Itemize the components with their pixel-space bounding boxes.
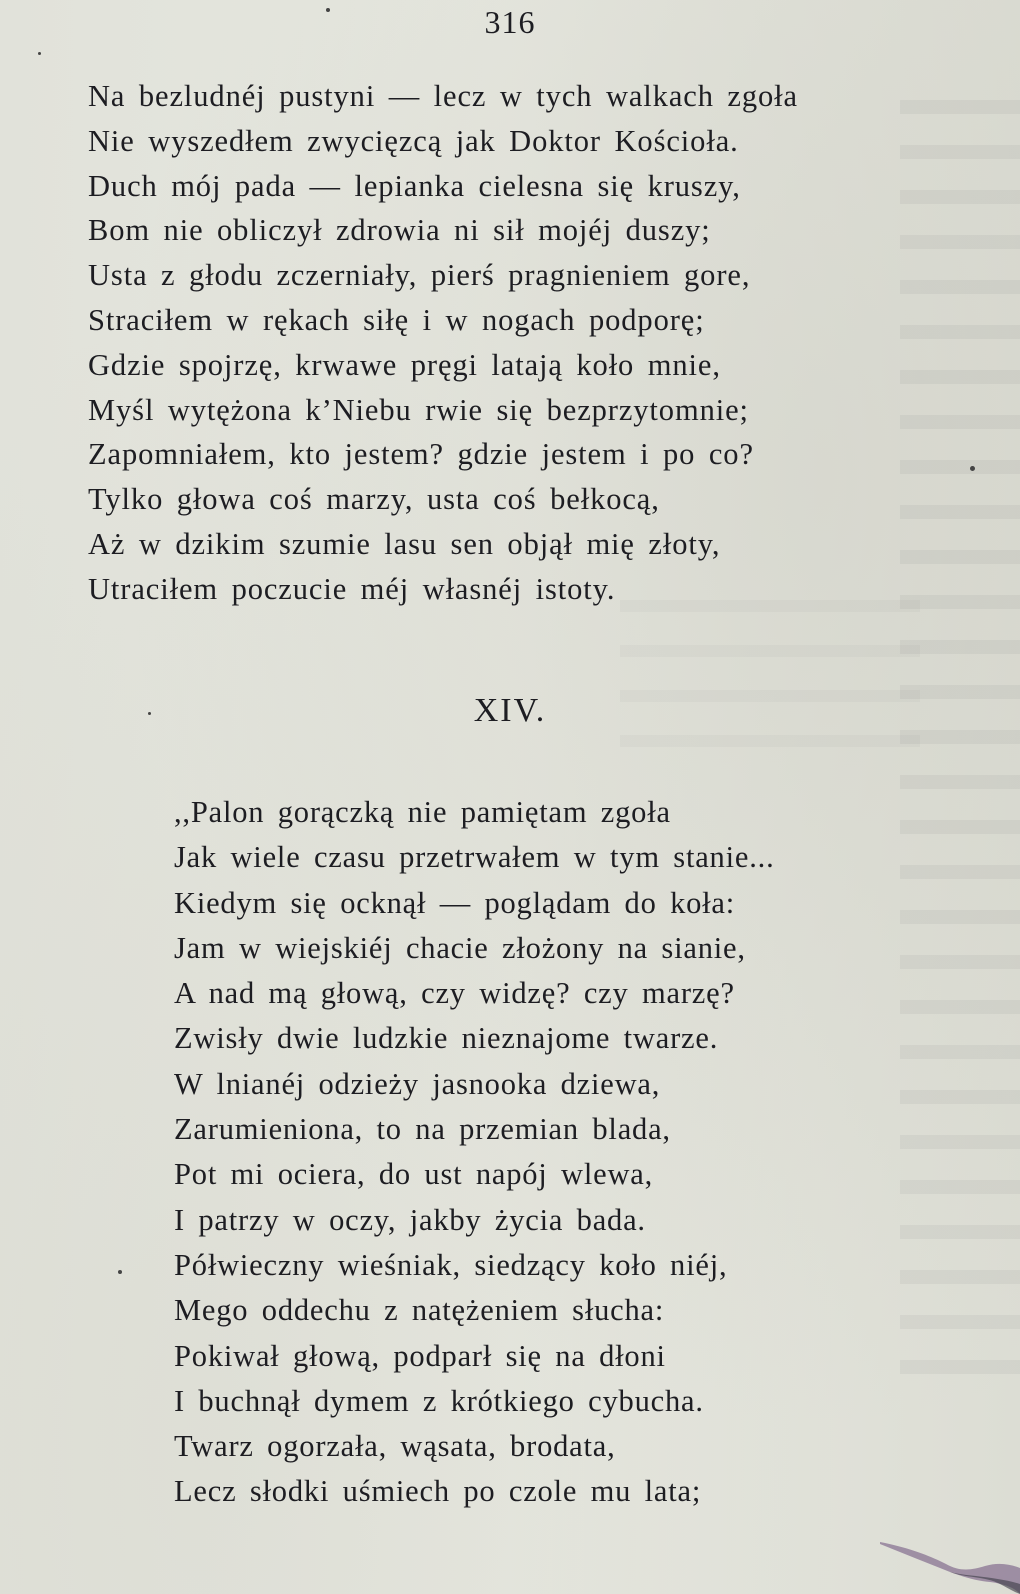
verse-line: Pot mi ociera, do ust napój wlewa, <box>174 1157 654 1192</box>
verse-line: Twarz ogorzała, wąsata, brodata, <box>174 1429 616 1464</box>
paper-speck <box>38 52 41 55</box>
verse-line: Pokiwał głową, podparł się na dłoni <box>174 1338 666 1373</box>
bleed-through-text <box>620 600 920 780</box>
verse-line: Bom nie obliczył zdrowia ni sił mojéj duszy; <box>88 213 711 248</box>
verse-line: Nie wyszedłem zwycięzcą jak Doktor Kościoła. <box>88 123 739 158</box>
verse-line: Jak wiele czasu przetrwałem w tym stanie... <box>174 840 775 875</box>
verse-line: Utraciłem poczucie méj własnéj istoty. <box>88 571 616 606</box>
verse-line: Zwisły dwie ludzkie nieznajome twarze. <box>174 1021 719 1056</box>
verse-line: ,,Palon gorączką nie pamiętam zgoła <box>174 795 671 829</box>
page-number: 316 <box>484 4 536 40</box>
verse-line: Usta z głodu zczerniały, pierś pragnieniem gore, <box>88 258 751 293</box>
verse-line: Zapomniałem, kto jestem? gdzie jestem i po co? <box>88 437 754 472</box>
verse-line: Kiedym się ocknął — poglądam do koła: <box>174 885 736 920</box>
paper-speck <box>118 1270 122 1274</box>
stanza-2 <box>174 790 775 1515</box>
verse-line: Tylko głowa coś marzy, usta coś bełkocą, <box>88 482 660 517</box>
verse-line: Jam w wiejskiéj chacie złożony na sianie, <box>174 930 746 965</box>
verse-line: Mego oddechu z natężeniem słucha: <box>174 1293 665 1328</box>
verse-line: Zarumieniona, to na przemian blada, <box>174 1112 671 1147</box>
verse-line: I patrzy w oczy, jakby życia bada. <box>174 1202 646 1237</box>
paper-speck <box>148 712 151 715</box>
section-heading: XIV. <box>473 692 547 729</box>
verse-line: W lnianéj odzieży jasnooka dziewa, <box>174 1066 661 1101</box>
verse-line: Myśl wytężona k’Niebu rwie się bezprzytomnie; <box>88 392 749 427</box>
ink-stain <box>880 1538 1020 1594</box>
paper-speck <box>970 466 975 471</box>
paper-speck <box>326 8 330 12</box>
verse-line: Lecz słodki uśmiech po czole mu lata; <box>174 1474 702 1509</box>
verse-line: Gdzie spojrzę, krwawe pręgi latają koło mnie, <box>88 347 721 382</box>
verse-line: A nad mą głową, czy widzę? czy marzę? <box>174 976 735 1011</box>
verse-line: Straciłem w rękach siłę i w nogach podporę; <box>88 302 705 337</box>
verse-line: Aż w dzikim szumie lasu sen objął mię złoty, <box>88 526 721 561</box>
verse-line: I buchnął dymem z krótkiego cybucha. <box>174 1383 704 1418</box>
stanza-1 <box>88 74 798 612</box>
verse-line: Duch mój pada — lepianka cielesna się kruszy, <box>88 168 741 203</box>
verse-line: Na bezludnéj pustyni — lecz w tych walkach zgoła <box>88 79 798 113</box>
verse-line: Półwieczny wieśniak, siedzący koło niéj, <box>174 1247 728 1282</box>
